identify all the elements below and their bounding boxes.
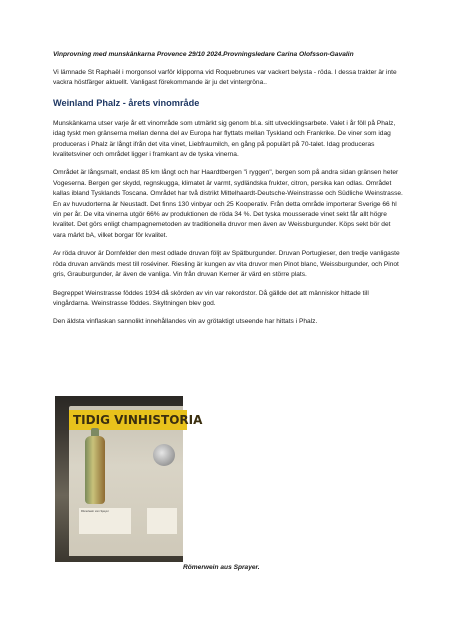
exhibit-label: Römerwein vom Speyer xyxy=(79,508,131,534)
exhibit-sign: TIDIG VINHISTORIA xyxy=(69,410,187,430)
paragraph-4: Begreppet Weinstrasse föddes 1934 då skörden av vin var rekordstor. Då gällde det att människor hittade till vingårdarna. Weinstrasse föddes. Skyltningen blev god. xyxy=(53,289,369,307)
exhibit-label-2 xyxy=(147,508,177,534)
document-body xyxy=(53,50,403,336)
document-header: Vinprovning med munskänkarna Provence 29/10 2024.Provningsledare Carina Olofsson-Gavalin xyxy=(53,51,354,58)
paragraph-5: Den äldsta vinflaskan sannolikt innehållandes vin av grötaktigt utseende har hittats i Phalz. xyxy=(53,318,318,326)
paragraph-3: Av röda druvor är Dornfelder den mest odlade druvan följt av Spätburgunder. Druvan Portugieser, den tredje vanligaste röda druvan används mest till roséviner. Riesling är kungen av vita druvor men Pinot blanc, Weissburgunder, och Pinot gris, Grauburgunder, är även de vanliga. Vin från druvan Kerner är värd en större plats. xyxy=(53,250,400,279)
paragraph-2: Området är långsmalt, endast 85 km långt och har Haardtbergen "i ryggen", bergen som på andra sidan gränsen heter Vogeserna. Bergen ger skydd, regnskugga, klimatet är varmt, sydländska frukter, citron, persika kan odlas. Området kallas ibland Tysklands Toscana. Området har två distrikt Mittelhaardt-Deutsche-Weinstrasse och Südliche Weinstrasse. En av huvudorterna är Neustadt. Det finns 130 vinbyar och 25 Kooperativ. Från detta område importerar Sverige 66 hl vin per år. De vita vinerna utgör 66% av produktionen de röda 34 %. Det tyska mousserade vinet sekt får allt högre kvalitet. Det görs enligt champagnemetoden av traditionella druvor men även av Weissburgunder. Köps sekt bör det vara märkt bA, vilket borgar för kvalitet. xyxy=(53,169,403,239)
coin-image xyxy=(153,444,175,466)
section-heading: Weinland Phalz - årets vinområde xyxy=(53,97,200,108)
photo-caption: Römerwein aus Sprayer. xyxy=(183,564,260,571)
paragraph-1: Munskänkarna utser varje år ett vinområde som utmärkt sig genom bl.a. sitt utvecklingsarbete. Valet i år föll på Phalz, idag tyskt men gränserna mellan denna del av Europa har flyttats mellan Tyskland och Frankrike. De viner som idag produceras i Phalz är långt ifrån det vita vinet, Liebfraumilch, en gång på populärt på 70-talet. Idag produceras kvalitetsviner och området ligger i framkant av de tyska vinerna. xyxy=(53,119,396,159)
intro-paragraph: Vi lämnade St Raphaël i morgonsol varför klipporna vid Roquebrunes var vackert belysta - röda. I dessa trakter är inte vackra höstfärger aktuellt. Vanligast förekommande är ju det vintergröna.. xyxy=(53,69,397,87)
roman-bottle xyxy=(85,436,105,504)
museum-photo xyxy=(55,396,203,562)
